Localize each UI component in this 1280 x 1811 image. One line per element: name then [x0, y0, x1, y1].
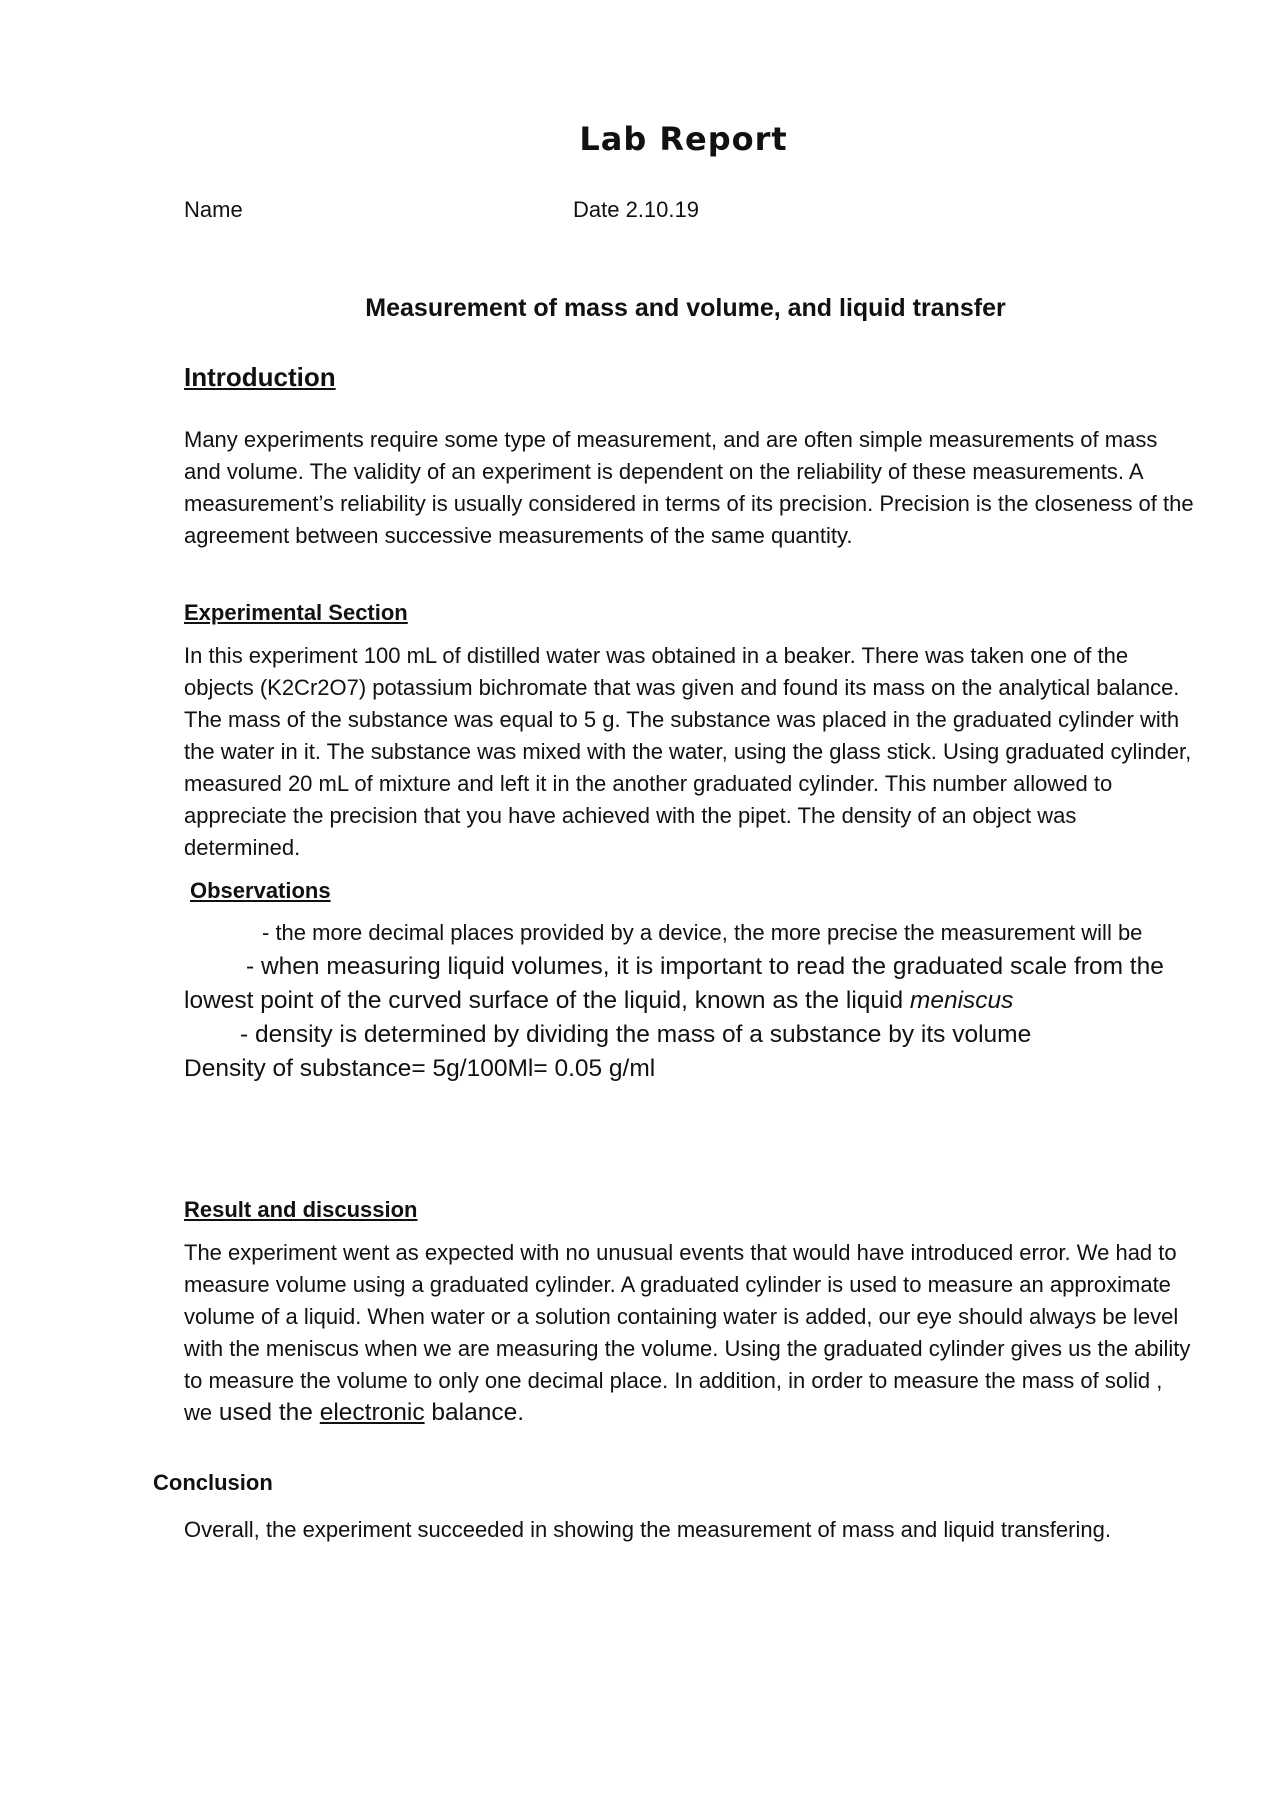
results-heading: Result and discussion [184, 1197, 418, 1222]
observations-heading: Observations [190, 878, 331, 903]
observations-list [184, 916, 1194, 1086]
results-text-used: used the [212, 1399, 320, 1426]
results-text-end: balance. [424, 1399, 525, 1426]
name-label: Name [184, 197, 243, 222]
density-result: Density of substance= 5g/100Ml= 0.05 g/ml [184, 1055, 656, 1082]
introduction-text: Many experiments require some type of measurement, and are often simple measurements of mass and volume. The validity of an experiment is dependent on the reliability of these measurements. A measurement’s reliability is usually considered in terms of its precision. Precision is the closeness of the agreement between successive measurements of the same quantity. [184, 427, 1194, 548]
electronic-term: electronic [319, 1399, 425, 1426]
report-subtitle: Measurement of mass and volume, and liquid transfer [365, 294, 1006, 322]
observation-item-2 [184, 950, 1194, 1018]
results-text [184, 1237, 1194, 1429]
observation-item-1: - the more decimal places provided by a device, the more precise the measurement will be [262, 920, 1143, 945]
meniscus-term: meniscus [909, 987, 1014, 1014]
report-title: Lab Report [579, 120, 788, 158]
experimental-text: In this experiment 100 mL of distilled water was obtained in a beaker. There was taken one of the objects (K2Cr2O7) potassium bichromate that was given and found its mass on the analytical balance. The mass of the substance was equal to 5 g. The substance was placed in the graduated cylinder with the water in it. The substance was mixed with the water, using the glass stick. Using graduated cylinder, measured 20 mL of mixture and left it in the another graduated cylinder. This number allowed to appreciate the precision that you have achieved with the pipet. The density of an object was determined. [184, 643, 1192, 860]
introduction-heading: Introduction [184, 362, 336, 392]
observation-item-2-text: - when measuring liquid volumes, it is important to read the graduated scale from the lowest point of the curved surface of the liquid, known as the liquid [184, 953, 1164, 1014]
results-text-body: The experiment went as expected with no unusual events that would have introduced error. We had to measure volume using a graduated cylinder. A graduated cylinder is used to measure an approximate volume of a liquid. When water or a solution containing water is added, our eye should always be level with the meniscus when we are measuring the volume. Using the graduated cylinder gives us the ability to measure the volume to only one decimal place. In addition, in order to measure the mass of solid , we [184, 1240, 1191, 1425]
conclusion-text: Overall, the experiment succeeded in showing the measurement of mass and liquid transfering. [184, 1517, 1111, 1542]
experimental-heading: Experimental Section [184, 600, 408, 625]
date-label: Date 2.10.19 [573, 197, 699, 222]
observation-item-3: - density is determined by dividing the mass of a substance by its volume [240, 1021, 1032, 1048]
conclusion-heading: Conclusion [153, 1470, 273, 1495]
